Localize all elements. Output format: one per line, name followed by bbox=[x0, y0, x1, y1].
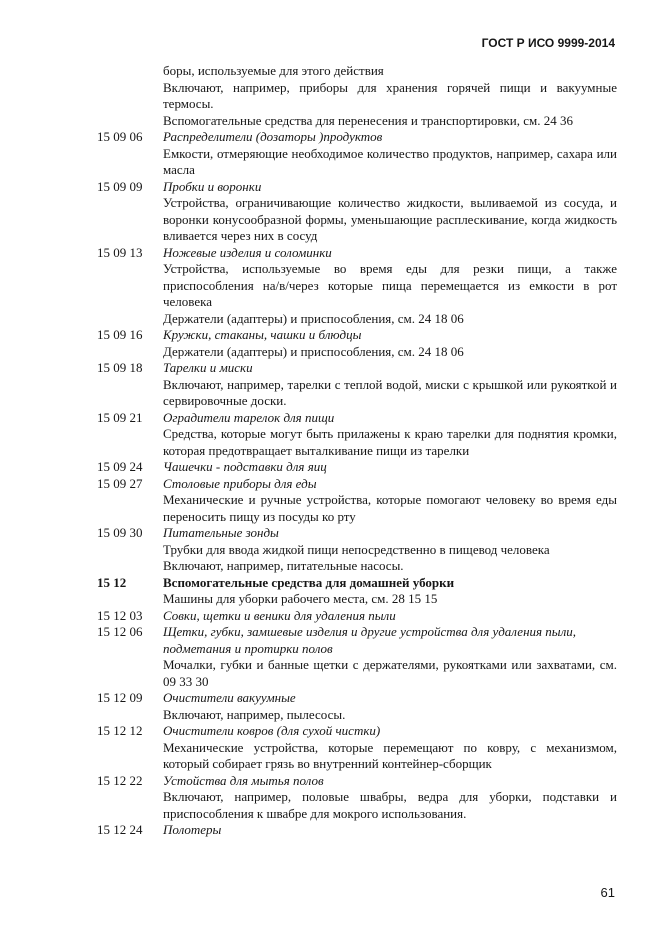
entry-paragraph: боры, используемые для этого действия bbox=[163, 63, 384, 78]
entry-paragraph: Трубки для ввода жидкой пищи непосредственно в пищевод человека bbox=[163, 541, 550, 557]
entry-title: Столовые приборы для еды bbox=[163, 475, 317, 491]
entry-body bbox=[163, 723, 617, 773]
classification-entry bbox=[97, 179, 617, 245]
entry-body bbox=[163, 63, 617, 129]
classification-entry bbox=[97, 476, 617, 526]
classification-entry bbox=[97, 410, 617, 460]
entry-body bbox=[163, 129, 617, 179]
entry-code: 15 12 09 bbox=[97, 690, 143, 705]
entry-code: 15 09 27 bbox=[97, 475, 143, 491]
entry-body bbox=[163, 773, 617, 823]
entry-code: 15 12 bbox=[97, 574, 127, 590]
entry-paragraph: Вспомогательные средства для перенесения и транспортировки, см. 24 36 bbox=[163, 112, 573, 128]
entry-paragraph: Включают, например, тарелки с теплой водой, миски с крышкой или рукояткой и сервировочные доски. bbox=[163, 376, 617, 408]
entry-body bbox=[163, 624, 617, 690]
entry-title: Ножевые изделия и соломинки bbox=[163, 244, 332, 260]
entry-paragraph: Устройства, используемые во время еды для резки пищи, а также приспособления на/в/через которые пища перемещается из емкости в рот человека bbox=[163, 261, 617, 309]
entry-body bbox=[163, 575, 617, 608]
entry-body bbox=[163, 410, 617, 460]
entry-title: Совки, щетки и веники для удаления пыли bbox=[163, 607, 396, 623]
classification-entry bbox=[97, 773, 617, 823]
entry-body bbox=[163, 179, 617, 245]
entry-title: Распределители (дозаторы )продуктов bbox=[163, 129, 383, 144]
entry-code: 15 12 12 bbox=[97, 723, 143, 738]
entry-code bbox=[97, 63, 163, 129]
entry-code: 15 12 06 bbox=[97, 624, 143, 639]
entry-code: 15 12 22 bbox=[97, 772, 143, 788]
entry-code: 15 09 16 bbox=[97, 327, 143, 342]
entry-paragraph: Мочалки, губки и банные щетки с держателями, рукоятками или захватами, см. 09 33 30 bbox=[163, 657, 617, 689]
entry-body bbox=[163, 608, 617, 625]
classification-entry bbox=[97, 723, 617, 773]
entry-title: Очистители ковров (для сухой чистки) bbox=[163, 723, 381, 738]
document-body bbox=[97, 63, 617, 839]
entry-code: 15 09 18 bbox=[97, 360, 143, 375]
entry-title: Очистители вакуумные bbox=[163, 690, 296, 705]
entry-paragraph: Механические устройства, которые перемещают по ковру, с механизмом, который собирает грязь во внутренний контейнер-сборщик bbox=[163, 739, 617, 771]
entry-code: 15 12 03 bbox=[97, 607, 143, 623]
entry-title: Питательные зонды bbox=[163, 525, 279, 540]
entry-title: Щетки, губки, замшевые изделия и другие устройства для удаления пыли, подметания и протирки полов bbox=[163, 624, 577, 656]
entry-paragraph: Включают, например, пылесосы. bbox=[163, 706, 346, 722]
entry-paragraph: Держатели (адаптеры) и приспособления, см. 24 18 06 bbox=[163, 343, 464, 359]
entry-paragraph: Средства, которые могут быть прилажены к краю тарелки для поднятия кромки, которая предотвращает выталкивание пищи из тарелки bbox=[163, 426, 617, 458]
entry-paragraph: Включают, например, питательные насосы. bbox=[163, 558, 404, 573]
entry-paragraph: Держатели (адаптеры) и приспособления, см. 24 18 06 bbox=[163, 310, 464, 326]
entry-title: Тарелки и миски bbox=[163, 360, 253, 375]
entry-body bbox=[163, 822, 617, 839]
classification-entry bbox=[97, 690, 617, 723]
classification-entry bbox=[97, 822, 617, 839]
classification-entry bbox=[97, 63, 617, 129]
classification-entry bbox=[97, 525, 617, 575]
entry-code: 15 09 06 bbox=[97, 129, 143, 144]
entry-code: 15 09 24 bbox=[97, 459, 143, 474]
entry-paragraph: Механические и ручные устройства, которые помогают человеку во время еды переносить пищу из посуды ко рту bbox=[163, 492, 617, 524]
classification-entry bbox=[97, 624, 617, 690]
entry-code: 15 09 30 bbox=[97, 525, 143, 540]
entry-body bbox=[163, 327, 617, 360]
entry-paragraph: Машины для уборки рабочего места, см. 28 15 15 bbox=[163, 591, 438, 606]
entry-body bbox=[163, 476, 617, 526]
entry-body bbox=[163, 360, 617, 410]
entry-title: Устойства для мытья полов bbox=[163, 772, 324, 788]
entry-paragraph: Включают, например, приборы для хранения горячей пищи и вакуумные термосы. bbox=[163, 79, 617, 111]
entry-body bbox=[163, 690, 617, 723]
entry-body bbox=[163, 525, 617, 575]
page-number: 61 bbox=[600, 885, 615, 900]
entry-code: 15 09 09 bbox=[97, 178, 143, 194]
classification-entry bbox=[97, 129, 617, 179]
entry-body bbox=[163, 459, 617, 476]
entry-title: Чашечки - подставки для яиц bbox=[163, 459, 327, 474]
entry-code: 15 09 13 bbox=[97, 244, 143, 260]
entry-title: Пробки и воронки bbox=[163, 178, 262, 194]
entry-body bbox=[163, 245, 617, 328]
entry-code: 15 12 24 bbox=[97, 822, 143, 837]
entry-title: Оградители тарелок для пищи bbox=[163, 409, 335, 425]
entry-code: 15 09 21 bbox=[97, 409, 143, 425]
entry-paragraph: Емкости, отмеряющие необходимое количество продуктов, например, сахара или масла bbox=[163, 145, 617, 177]
entry-title: Кружки, стаканы, чашки и блюдцы bbox=[163, 327, 362, 342]
entry-paragraph: Включают, например, половые швабры, ведра для уборки, подставки и приспособления к швабре для мокрого использования. bbox=[163, 789, 617, 821]
entry-title: Вспомогательные средства для домашней уборки bbox=[163, 574, 455, 590]
classification-entry bbox=[97, 608, 617, 625]
classification-entry bbox=[97, 245, 617, 328]
section-entry bbox=[97, 575, 617, 608]
document-header: ГОСТ Р ИСО 9999-2014 bbox=[481, 36, 615, 50]
entry-paragraph: Устройства, ограничивающие количество жидкости, выливаемой из сосуда, и воронки конусообразной формы, уменьшающие расплескивание, когда жидкость вливается через них в сосуд bbox=[163, 195, 617, 243]
classification-entry bbox=[97, 327, 617, 360]
entry-title: Полотеры bbox=[163, 822, 222, 837]
classification-entry bbox=[97, 360, 617, 410]
classification-entry bbox=[97, 459, 617, 476]
